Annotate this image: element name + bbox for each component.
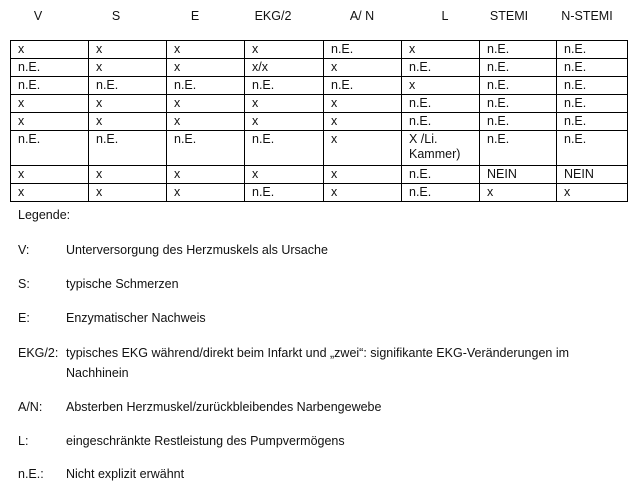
table-cell: x: [89, 95, 167, 113]
table-cell: n.E.: [557, 95, 628, 113]
legend-text: typische Schmerzen: [66, 277, 179, 291]
legend-item-l: [18, 431, 628, 451]
table-cell: x: [167, 95, 245, 113]
table-cell: x: [167, 41, 245, 59]
table-cell: n.E.: [324, 77, 402, 95]
table-cell: n.E.: [167, 77, 245, 95]
legend-item-ekg2: [18, 343, 628, 383]
table-cell: n.E.: [402, 166, 480, 184]
infarct-criteria-table: [10, 40, 628, 202]
table-cell: x: [245, 41, 324, 59]
table-cell: n.E.: [402, 59, 480, 77]
table-cell: x: [245, 166, 324, 184]
legend-key: A/N:: [18, 400, 43, 414]
legend-key: V:: [18, 243, 30, 257]
table-cell: n.E.: [557, 77, 628, 95]
table-cell: x: [167, 113, 245, 131]
legend-text: typisches EKG während/direkt beim Infarkt und „zwei“: signifikante EKG-Veränderungen im Nachhinein: [66, 346, 570, 380]
table-cell: n.E.: [11, 59, 89, 77]
table-cell: n.E.: [167, 131, 245, 166]
legend-text: Unterversorgung des Herzmuskels als Ursache: [66, 243, 328, 257]
column-header-n-stemi: N-STEMI: [561, 9, 613, 23]
table-row: [11, 166, 628, 184]
column-header-ekg2: EKG/2: [254, 9, 292, 23]
table-cell: n.E.: [557, 113, 628, 131]
table-cell: x: [11, 95, 89, 113]
legend-title: Legende:: [18, 208, 71, 222]
table-cell: x: [89, 59, 167, 77]
column-header-stemi: STEMI: [489, 9, 529, 23]
table-cell: x: [89, 113, 167, 131]
table-cell: n.E.: [402, 184, 480, 202]
table-row: [11, 41, 628, 59]
table-cell: n.E.: [557, 131, 628, 166]
table-cell: n.E.: [89, 77, 167, 95]
legend-key: n.E.:: [18, 467, 44, 481]
table-cell: n.E.: [557, 59, 628, 77]
legend-item-an: [18, 397, 628, 417]
table-cell: x: [324, 184, 402, 202]
legend-text: eingeschränkte Restleistung des Pumpvermögens: [66, 434, 345, 448]
table-cell: x: [245, 95, 324, 113]
table-cell: x: [11, 184, 89, 202]
table-cell: x: [167, 184, 245, 202]
table-cell: x: [402, 77, 480, 95]
legend-item-e: [18, 308, 628, 328]
table-cell: n.E.: [11, 131, 89, 166]
legend-key: E:: [18, 311, 30, 325]
table-cell: n.E.: [245, 184, 324, 202]
table-cell: n.E.: [402, 113, 480, 131]
legend-item-ne: [18, 464, 628, 484]
table-cell: x: [89, 184, 167, 202]
column-header-row: [10, 9, 627, 25]
table-cell: x: [324, 95, 402, 113]
column-header-s: S: [111, 9, 121, 23]
table-cell: x/x: [245, 59, 324, 77]
table-row: [11, 59, 628, 77]
table-row: [11, 131, 628, 166]
table-cell: NEIN: [480, 166, 557, 184]
legend-key: L:: [18, 434, 29, 448]
table-cell: n.E.: [480, 113, 557, 131]
table-cell: x: [324, 166, 402, 184]
table-cell: n.E.: [480, 41, 557, 59]
legend-key: EKG/2:: [18, 346, 59, 360]
legend-item-v: [18, 240, 628, 260]
table-cell: NEIN: [557, 166, 628, 184]
table-cell: n.E.: [557, 41, 628, 59]
table-cell: n.E.: [480, 59, 557, 77]
table-row: [11, 113, 628, 131]
table-cell: X /Li. Kammer): [402, 131, 480, 166]
table-cell: x: [557, 184, 628, 202]
table-cell: x: [11, 166, 89, 184]
table-cell: n.E.: [11, 77, 89, 95]
table-row: [11, 95, 628, 113]
table-cell: n.E.: [480, 95, 557, 113]
legend-key: S:: [18, 277, 30, 291]
table-cell: n.E.: [89, 131, 167, 166]
table-cell: n.E.: [480, 131, 557, 166]
table-cell: x: [324, 59, 402, 77]
table-cell: x: [89, 41, 167, 59]
table-row: [11, 77, 628, 95]
table-cell: n.E.: [245, 131, 324, 166]
table-cell: x: [324, 131, 402, 166]
table-cell: x: [167, 59, 245, 77]
table-cell: n.E.: [245, 77, 324, 95]
legend-text: Absterben Herzmuskel/zurückbleibendes Narbengewebe: [66, 400, 382, 414]
column-header-l: L: [441, 9, 449, 23]
column-header-v: V: [33, 9, 43, 23]
table-cell: n.E.: [480, 77, 557, 95]
table-cell: n.E.: [324, 41, 402, 59]
legend-text: Enzymatischer Nachweis: [66, 311, 206, 325]
table-cell: x: [245, 113, 324, 131]
legend-item-s: [18, 274, 628, 294]
table-cell: x: [11, 41, 89, 59]
table-cell: x: [89, 166, 167, 184]
column-header-an: A/ N: [349, 9, 375, 23]
table-cell: x: [11, 113, 89, 131]
table-cell: x: [167, 166, 245, 184]
table-row: [11, 184, 628, 202]
table-cell: x: [324, 113, 402, 131]
table-cell: x: [480, 184, 557, 202]
table-cell: x: [402, 41, 480, 59]
table-cell: n.E.: [402, 95, 480, 113]
column-header-e: E: [190, 9, 200, 23]
legend-text: Nicht explizit erwähnt: [66, 467, 185, 481]
